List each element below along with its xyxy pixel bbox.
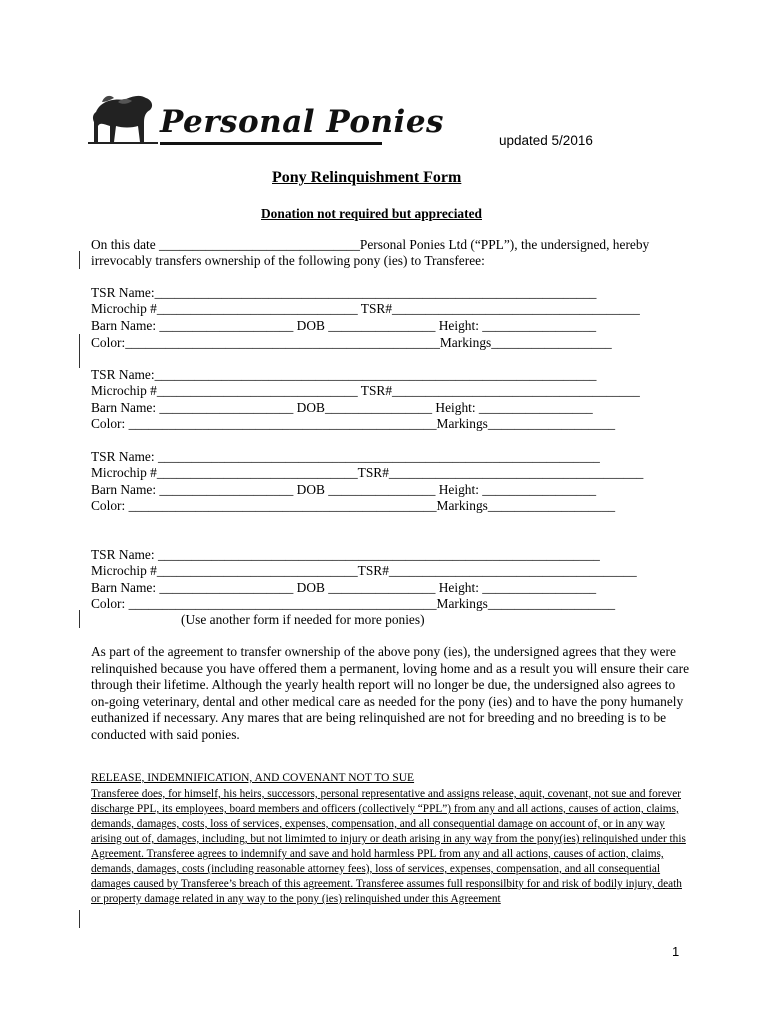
color-field[interactable]: Color: ______________________________________________Markings___________________ [91,416,616,431]
logo [88,92,445,150]
release-text: Transferee does, for himself, his heirs, successors, personal representative and assigns release, aquit, covenant, not sue and forever discharge PPL, its employees, board members and officers (collectively “PPL”) from any and all actions, causes of action, claims, demands, damages, costs, loss of services, expenses, compensation, and all consequential damage on account of, or in any way arising out of, damages, including, but not limimted to injury or death arising in any way from the pony(ies) relinquished under this Agreement. Transferee agrees to indemnify and save and hold harmless PPL from any and all actions, causes of action, claims, demands, damages, costs (including reasonable attorney fees), loss of services, expenses, compensation, and all consequential damages caused by Transferee’s breach of this agreement. Transferee assumes full responsilbity for and risk of bodily injury, death or property damage related in any way to the pony (ies) relinquished under this Agreement [91,788,686,905]
page-number: 1 [672,944,680,959]
form-title: Pony Relinquishment Form [272,169,462,186]
color-field[interactable]: Color: ______________________________________________Markings___________________ [91,596,616,611]
barn-name-field[interactable]: Barn Name: ____________________ DOB ________________ Height: _________________ [91,482,597,497]
change-bar [79,610,80,628]
barn-name-field[interactable]: Barn Name: ____________________ DOB ________________ Height: _________________ [91,580,597,595]
tsr-name-field[interactable]: TSR Name: __________________________________________________________________ [91,449,600,464]
logo-text: Personal Ponies [160,104,445,140]
barn-name-field[interactable]: Barn Name: ____________________ DOB________________ Height: _________________ [91,400,593,415]
microchip-field[interactable]: Microchip #______________________________TSR#_____________________________________ [91,563,637,578]
microchip-field[interactable]: Microchip #______________________________ TSR#_____________________________________ [91,383,640,398]
release-heading: RELEASE, INDEMNIFICATION, AND COVENANT NOT TO SUE [91,772,415,784]
logo-underline [160,142,382,145]
change-bar [79,910,80,928]
intro-line-1: On this date ______________________________Personal Ponies Ltd (“PPL”), the undersigned, hereby [91,237,650,252]
change-bar [79,251,80,269]
tsr-name-field[interactable]: TSR Name:__________________________________________________________________ [91,367,597,382]
tsr-name-field[interactable]: TSR Name:__________________________________________________________________ [91,285,597,300]
pony-logo-icon [88,92,158,150]
color-field[interactable]: Color:_______________________________________________Markings__________________ [91,335,612,350]
color-field[interactable]: Color: ______________________________________________Markings___________________ [91,498,616,513]
barn-name-field[interactable]: Barn Name: ____________________ DOB ________________ Height: _________________ [91,318,597,333]
intro-line-2: irrevocably transfers ownership of the following pony (ies) to Transferee: [91,253,485,268]
updated-date: updated 5/2016 [499,133,593,148]
form-subtitle: Donation not required but appreciated [261,206,482,221]
tsr-name-field[interactable]: TSR Name: __________________________________________________________________ [91,547,600,562]
agreement-paragraph: As part of the agreement to transfer ownership of the above pony (ies), the undersigned agrees that they were relinquished because you have offered them a permanent, loving home and as a result you will ensure their care through their lifetime. Although the yearly health report will no longer be due, the undersigned also agrees to on-going veterinary, dental and other medical care as needed for the pony (ies) and to have the pony humanely euthanized if necessary. Any mares that are being relinquished are not for breeding and no breeding is to be conducted with said ponies. [91,644,690,742]
change-bar [79,334,80,368]
microchip-field[interactable]: Microchip #______________________________ TSR#_____________________________________ [91,301,640,316]
more-ponies-note: (Use another form if needed for more ponies) [181,612,425,627]
microchip-field[interactable]: Microchip #______________________________TSR#______________________________________ [91,465,644,480]
